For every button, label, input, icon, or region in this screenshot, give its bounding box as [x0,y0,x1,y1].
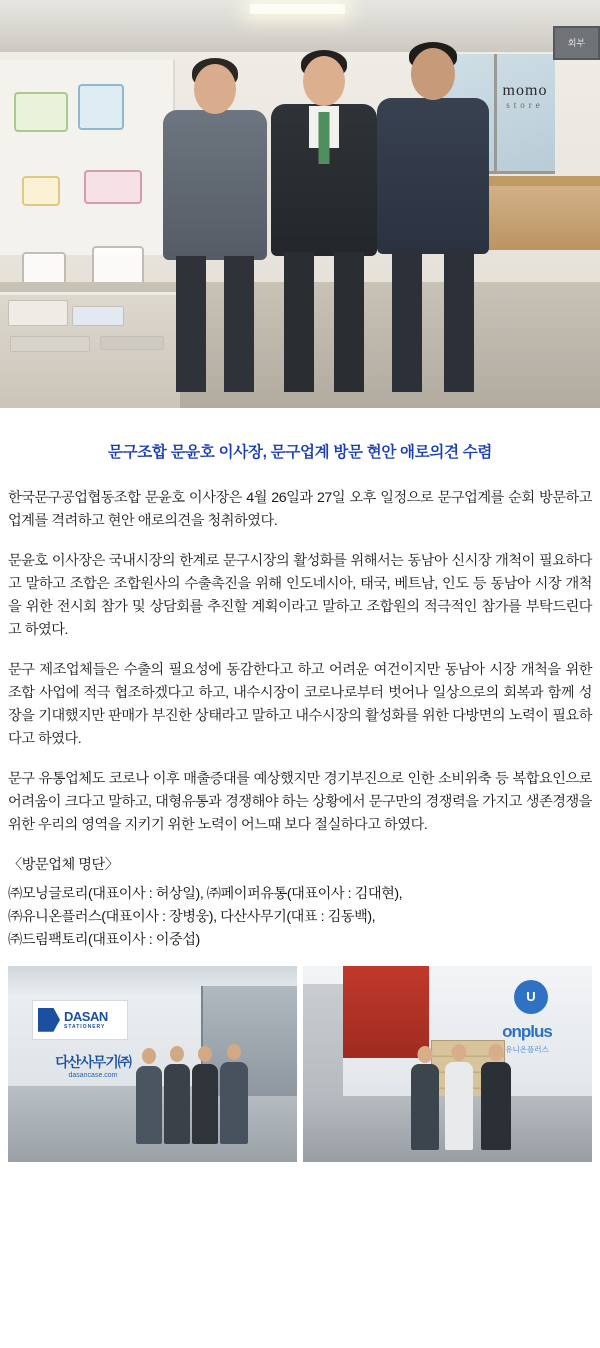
onplus-logo-text: onplus [502,1021,552,1041]
person-in-photo [220,1062,248,1144]
table-item [8,300,68,326]
person-in-photo [192,1064,218,1144]
visit-list-line: ㈜드림팩토리(대표이사 : 이중섭) [8,931,200,948]
display-item [84,170,142,204]
bottom-photo-row [0,952,600,1174]
article-body [0,487,600,837]
person-head [411,48,455,100]
ceiling-sign [553,26,600,60]
person-head [194,64,236,114]
dasan-logo-sub: STATIONERY [64,1024,106,1031]
person-in-photo [445,1062,473,1150]
article-headline: 문구조합 문윤호 이사장, 문구업계 방문 현안 애로의견 수렴 [107,444,493,462]
store-brand-text: momo [502,82,548,99]
person-torso [377,98,489,254]
person-in-photo [136,1066,162,1144]
person-torso [163,110,267,260]
hero-photo [0,0,600,408]
photo-dasan-office-visit [8,966,297,1162]
person-legs [392,250,474,392]
onplus-logo-icon: U [514,980,548,1014]
photo-onplus-warehouse-visit [303,966,592,1162]
article-paragraph: 문구 제조업체들은 수출의 필요성에 동감한다고 하고 어려운 여건이지만 동남아 시장 개척을 위한 조합 사업에 적극 협조하겠다고 하고, 내수시장이 코로나로부터 벗어나 일상으로의 회복과 함께 성장을 기대했지만 판매가 부진한 상태라고 말하고 내수시장의 활성화를 위한 다방면의 노력이 필요하다고 하였다. [8,661,592,747]
dasan-brand-url: dasancase.com [68,1071,118,1079]
person-head [303,56,345,106]
table-item [10,336,90,352]
table-item [100,336,164,350]
person-in-photo [164,1064,190,1144]
onplus-logo-sub: 유니온플러스 [505,1044,549,1054]
dasan-logo-name: DASAN [64,1009,108,1025]
person-in-photo [481,1062,511,1150]
person-in-photo [411,1064,439,1150]
person-right-navy-jacket [374,42,492,398]
article-paragraph: 문윤호 이사장은 국내시장의 한계로 문구시장의 활성화를 위해서는 동남아 신시장 개척이 필요하다고 말하고 조합은 조합원사의 수출촉진을 위해 인도네시아, 태국, 베트남, 인도 등 동남아 시장 개척을 위한 전시회 참가 및 상담회를 추진할 계획이라고 말하고 조합원의 적극적인 참가를 부탁드린다고 하였다. [8,552,592,638]
table-item [72,306,124,326]
dasan-brand-korean: 다산사무기㈜ [55,1053,131,1070]
person-legs [176,256,254,392]
person-left-grey-jacket [160,58,270,398]
visit-list-title: 〈방문업체 명단〉 [8,856,119,873]
dasan-logo-text [64,1009,108,1030]
display-item [78,84,124,130]
store-brand-subtext: store [506,100,544,110]
visit-list-line: ㈜모닝글로리(대표이사 : 허상일), ㈜페이퍼유통(대표이사 : 김대현), [8,885,403,902]
red-wall-panel [343,966,429,1058]
visit-list-line: ㈜유니온플러스(대표이사 : 장병웅), 다산사무기(대표 : 김동백), [8,908,376,925]
person-tie [319,112,330,164]
display-item [14,92,68,132]
ceiling-sign-label: 회부 [567,38,586,48]
person-center-dark-suit [268,50,380,398]
dasan-logo-panel [32,1000,128,1040]
visit-company-list [0,854,600,952]
article-paragraph: 문구 유통업체도 코로나 이후 매출증대를 예상했지만 경기부진으로 인한 소비위축 등 복합요인으로 어려움이 크다고 말하고, 대형유통과 경쟁해야 하는 상황에서 문구만의 경쟁력을 가지고 생존경쟁을 위한 우리의 영역을 지키기 위한 노력이 어느때 보다 절실하다고 하였다. [8,770,592,833]
dasan-brand-block [38,1052,148,1079]
dasan-logo-icon [38,1008,60,1032]
person-legs [284,252,364,392]
display-item [22,176,60,206]
article-paragraph: 한국문구공업협동조합 문윤호 이사장은 4월 26일과 27일 오후 일정으로 문구업계를 순회 방문하고 업계를 격려하고 현안 애로의견을 청취하였다. [8,489,592,529]
